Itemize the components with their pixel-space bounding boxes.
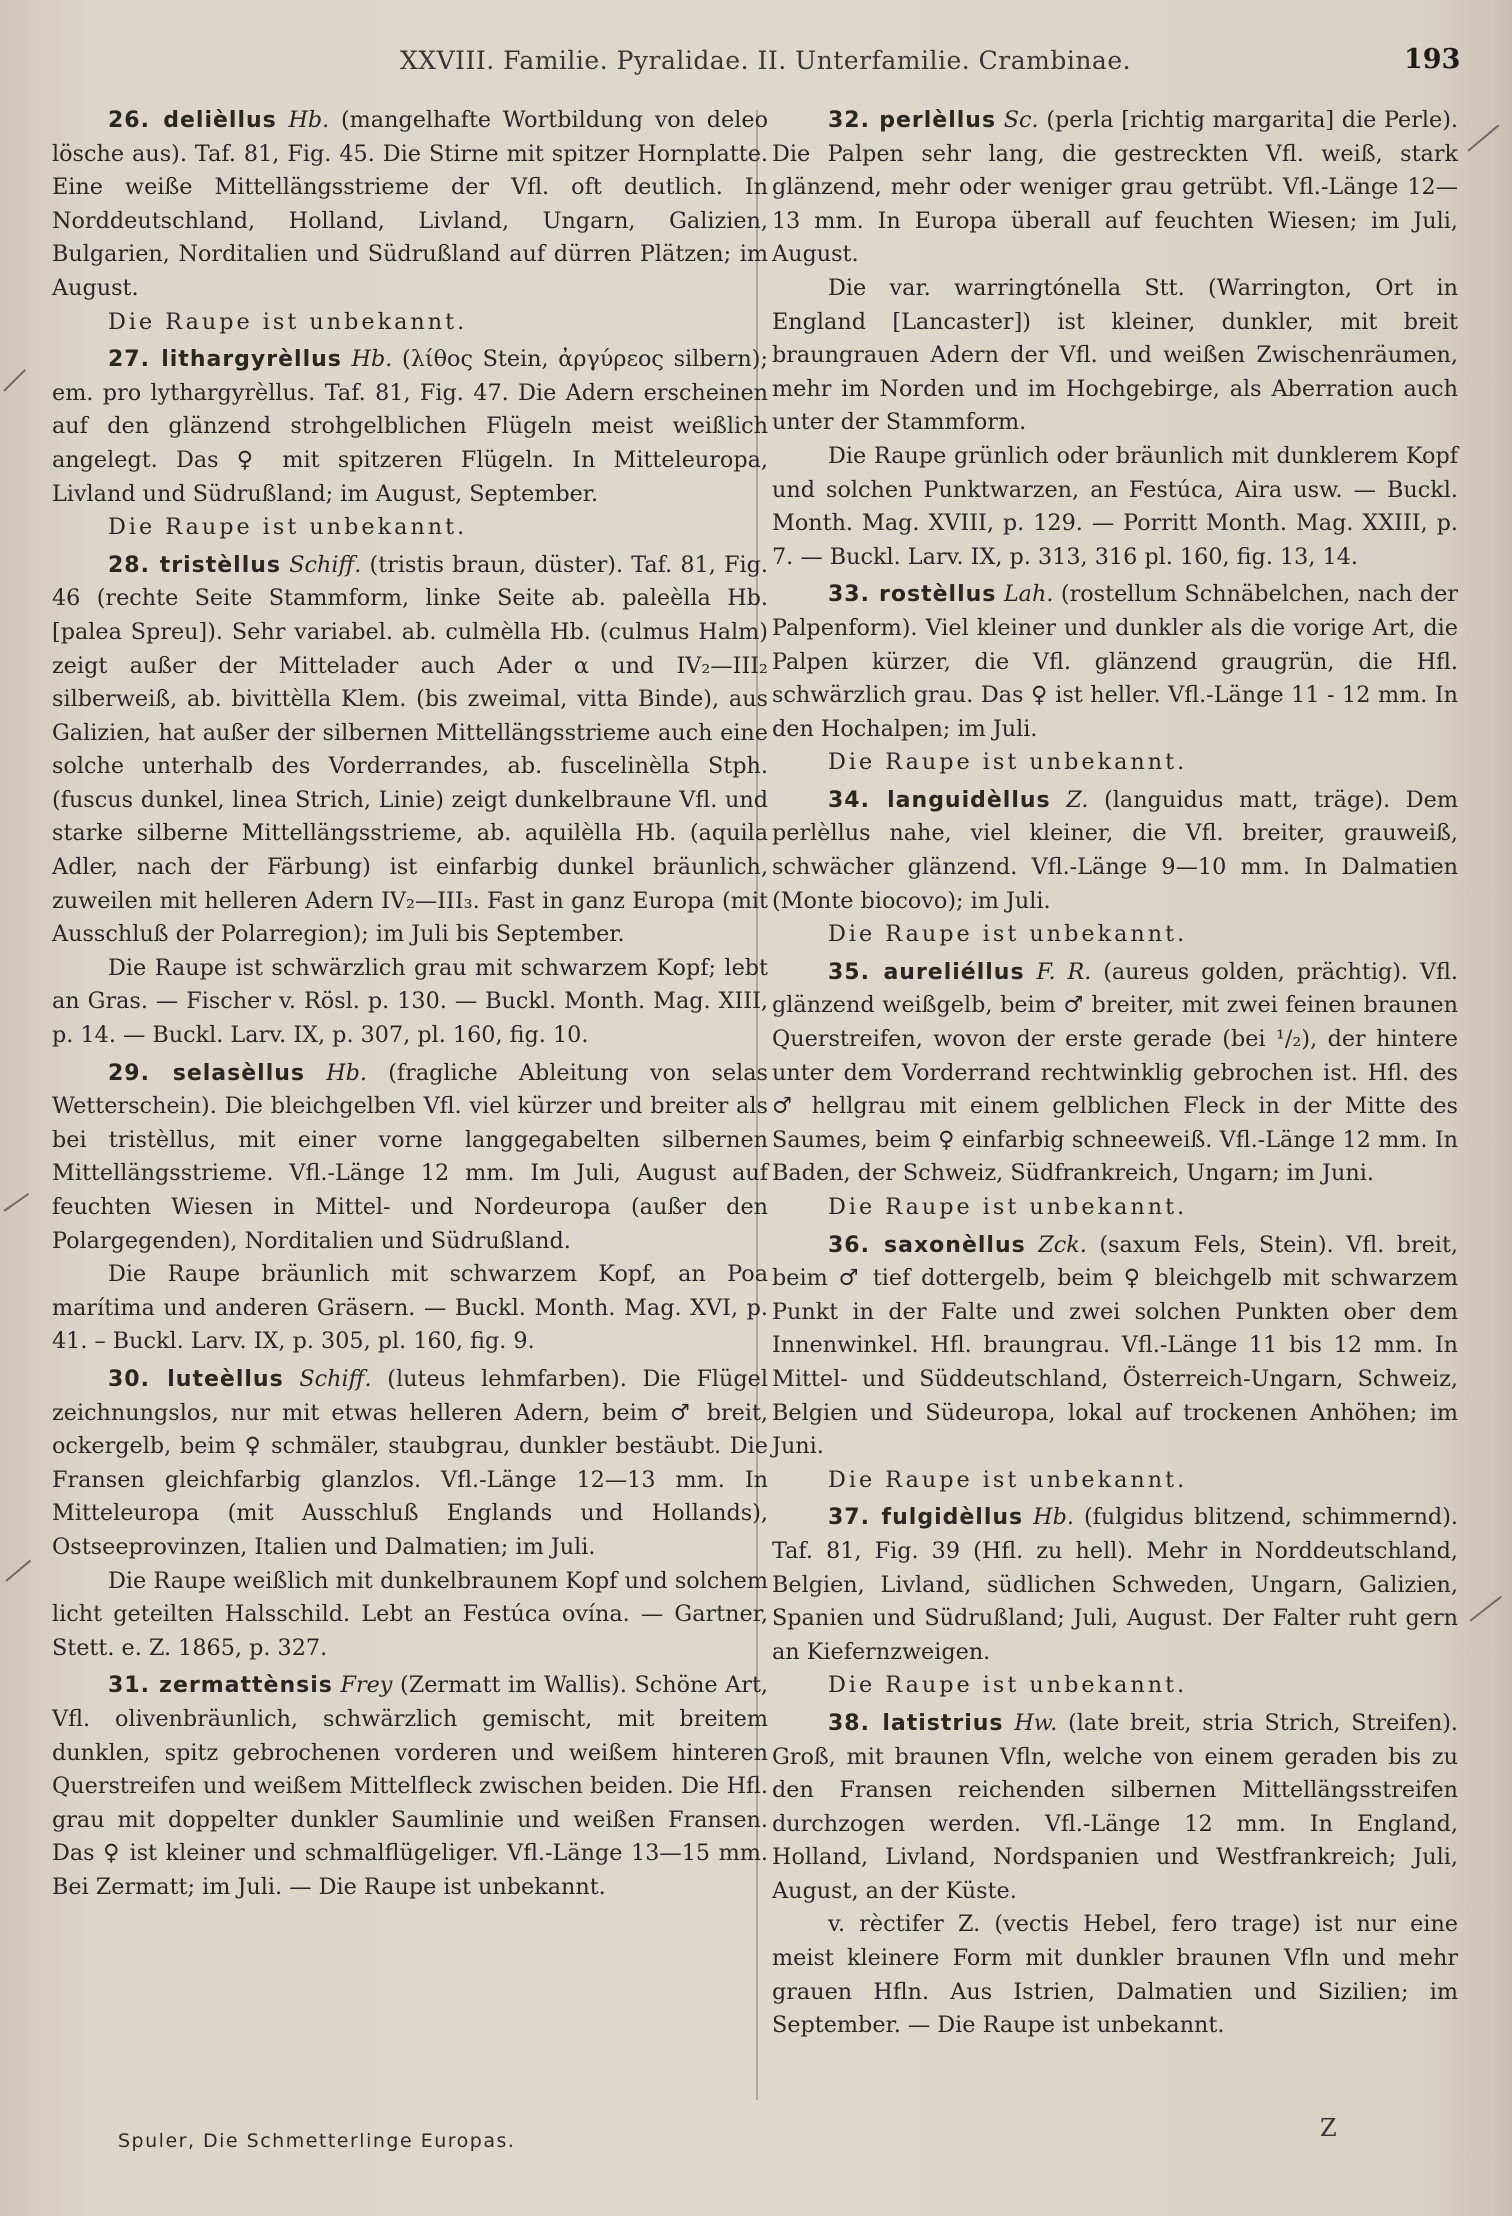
species-entry [772,1501,1458,1703]
running-header [0,44,1512,84]
species-description: (perla [richtig margarita] die Perle). Die Palpen sehr lang, die gestreckten Vfl. weiß, stark glänzend, mehr oder weniger grau getrübt. Vfl.-Länge 12—13 mm. In Europa überall auf feuchten Wiesen; im Juli, August. [772,107,1459,268]
variety-note: Die var. warringtónella Stt. (Warrington, Ort in England [Lancaster]) ist kleiner, dunkler, mit breit braungrauen Adern der Vfl. und weißen Zwischenräumen, mehr im Norden und im Hochgebirge, als Aberration auch unter der Stammform. [772,274,1458,436]
species-author: Hw. [1014,1709,1058,1736]
species-author: Hb. [351,346,393,373]
signature-mark: Z [1320,2114,1337,2142]
species-description: (languidus matt, träge). Dem perlèllus nahe, viel kleiner, die Vfl. breiter, grauweiß, schwächer glänzend. Vfl.-Länge 9—10 mm. In Dalmatien (Monte biocovo); im Juli. [772,786,1459,914]
species-description: (tristis braun, düster). Taf. 81, Fig. 46 (rechte Seite Stammform, linke Seite ab. paleèlla Hb. [palea Spreu]). Sehr variabel. ab. culmèlla Hb. (culmus Halm) zeigt außer der Mittelader auch Ader α und IV₂—III₂ silberweiß, ab. bivittèlla Klem. (bis zweimal, vitta Binde), aus Galizien, hat außer der silbernen Mittellängsstrieme auch eine solche unterhalb des Vorderrandes, ab. fuscelinèlla Stph. (fuscus dunkel, linea Strich, Linie) zeigt dunkelbraune Vfl. und starke silberne Mittellängsstrieme, ab. aquilèlla Hb. (aquila Adler, nach der Färbung) ist einfarbig dunkel bräunlich, zuweilen mit helleren Adern IV₂—III₃. Fast in ganz Europa (mit Ausschluß der Polarregion); im Juli bis September. [52,551,768,948]
footer-source: Spuler, Die Schmetterlinge Europas. [118,2130,516,2152]
species-description: (fragliche Ableitung von selas Wetterschein). Die bleichgelben Vfl. viel kürzer und breiter als bei tristèllus, mit einer vorne langgegabelten silbernen Mittellängsstrieme. Vfl.-Länge 12 mm. Im Juli, August auf feuchten Wiesen in Mittel- und Nordeuropa (außer den Polargegenden), Norditalien und Südrußland. [52,1059,768,1254]
species-name: 27. lithargyrèllus [108,347,342,373]
species-description: (late breit, stria Strich, Streifen). Groß, mit braunen Vfln, welche von einem geraden bis zu den Fransen reichenden silbernen Mittellängsstreifen durchzogen werden. Vfl.-Länge 12 mm. In England, Holland, Livland, Nordspanien und Westfrankreich; Juli, August, an der Küste. [772,1709,1459,1904]
page-number: 193 [1404,44,1461,75]
species-author: Sc. [1003,107,1039,133]
species-name: 28. tristèllus [108,552,282,578]
pencil-mark [1467,125,1499,152]
species-entry [772,1229,1458,1498]
species-entry [52,549,768,1053]
raupe-note: Die Raupe grünlich oder bräunlich mit dunklerem Kopf und solchen Punktwarzen, an Festúca, Aira usw. — Buckl. Month. Mag. XVIII, p. 129. — Porritt Month. Mag. XXIII, p. 7. — Buckl. Larv. IX, p. 313, 316 pl. 160, fig. 13, 14. [772,442,1458,570]
species-author: Hb. [288,107,330,133]
species-entry [772,956,1458,1225]
species-description: (aureus golden, prächtig). Vfl. glänzend weißgelb, beim ♂ breiter, mit zwei feinen braunen Querstreifen, wovon der erste gerade (bei ¹/₂), der hintere unter dem Vorderrand rechtwinklig gebrochen ist. Hfl. des ♂ hellgrau mit einem gelblichen Fleck in der Mitte des Saumes, beim ♀ einfarbig schneeweiß. Vfl.-Länge 12 mm. In Baden, der Schweiz, Südfrankreich, Ungarn; im Juni. [772,958,1458,1187]
raupe-note: Die Raupe bräunlich mit schwarzem Kopf, an Poa marítima und anderen Gräsern. — Buckl. Month. Mag. XVI, p. 41. – Buckl. Larv. IX, p. 305, pl. 160, fig. 9. [52,1261,768,1355]
header-title: XXVIII. Familie. Pyralidae. II. Unterfamilie. Crambinae. [400,46,1132,75]
species-description: (saxum Fels, Stein). Vfl. breit, beim ♂ tief dottergelb, beim ♀ bleichgelb mit schwarzem Punkt in der Falte und zwei solchen Punkten ober dem Innenwinkel. Hfl. braungrau. Vfl.-Länge 11 bis 12 mm. In Mittel- und Süddeutschland, Österreich-Ungarn, Schweiz, Belgien und Südeuropa, lokal auf trockenen Anhöhen; im Juni. [772,1231,1458,1460]
species-name: 36. saxonèllus [828,1232,1026,1258]
species-name: 34. languidèllus [828,787,1051,813]
species-author: Schiff. [299,1365,372,1392]
species-name: 32. perlèllus [828,108,997,133]
species-description: (fulgidus blitzend, schimmernd). Taf. 81, Fig. 39 (Hfl. zu hell). Mehr in Norddeutschland, Belgien, Livland, südlichen Schweden, Ungarn, Galizien, Spanien und Südrußland; Juli, August. Der Falter ruht gern an Kiefernzweigen. [772,1504,1458,1665]
raupe-note: Die Raupe weißlich mit dunkelbraunem Kopf und solchem licht geteilten Halsschild. Lebt an Festúca ovína. — Gartner, Stett. e. Z. 1865, p. 327. [52,1567,768,1661]
right-column [772,104,1458,2047]
raupe-note: Die Raupe ist unbekannt. [828,921,1188,948]
species-name: 30. luteèllus [108,1366,284,1392]
species-description: (mangelhafte Wortbildung von deleo lösche aus). Taf. 81, Fig. 45. Die Stirne mit spitzer Hornplatte. Eine weiße Mittellängsstrieme der Vfl. oft deutlich. In Norddeutschland, Holland, Livland, Ungarn, Galizien, Bulgarien, Norditalien und Südrußland auf dürren Plätzen; im August. [52,107,768,301]
species-author: Hb. [1033,1504,1074,1531]
species-name: 29. selasèllus [108,1060,306,1086]
species-author: Zck. [1038,1231,1087,1258]
species-entry [52,104,768,339]
species-author: F. R. [1036,958,1092,985]
raupe-note: Die Raupe ist unbekannt. [828,1466,1188,1493]
species-name: 31. zermattènsis [108,1673,333,1699]
species-description: (Zermatt im Wallis). Schöne Art, Vfl. olivenbräunlich, schwärzlich gemischt, mit breitem dunklen, spitz gebrochenen vorderen und weißem hinteren Querstreifen und weißem Mittelfleck zwischen beiden. Die Hfl. grau mit doppelter dunkler Saumlinie und weißen Fransen. Das ♀ ist kleiner und schmalflügeliger. Vfl.-Länge 13—15 mm. Bei Zermatt; im Juli. — Die Raupe ist unbekannt. [52,1672,768,1900]
species-entry [772,578,1458,780]
raupe-note: Die Raupe ist schwärzlich grau mit schwarzem Kopf; lebt an Gras. — Fischer v. Rösl. p. 130. — Buckl. Month. Mag. XIII, p. 14. — Buckl. Larv. IX, p. 307, pl. 160, fig. 10. [52,954,768,1049]
species-description: (rostellum Schnäbelchen, nach der Palpenform). Viel kleiner und dunkler als die vorige Art, die Palpen kürzer, die Vfl. glänzend graugrün, die Hfl. schwärzlich grau. Das ♀ ist heller. Vfl.-Länge 11 - 12 mm. In den Hochalpen; im Juli. [772,581,1458,742]
variety-note: v. rèctifer Z. (vectis Hebel, fero trage) ist nur eine meist kleinere Form mit dunkler braunen Vfln und mehr grauen Hfln. Aus Istrien, Dalmatien und Sizilien; im September. — Die Raupe ist unbekannt. [772,1911,1458,2039]
species-entry [772,784,1458,952]
species-entry [52,343,768,545]
pencil-mark [5,1560,31,1582]
species-entry [772,104,1458,574]
pencil-mark [3,369,26,392]
left-column [52,104,768,1908]
raupe-note: Die Raupe ist unbekannt. [828,749,1188,776]
raupe-note: Die Raupe ist unbekannt. [108,514,468,541]
pencil-mark [3,1193,29,1212]
species-description: (λίθος Stein, ἀργύρεος silbern); em. pro lythargyrèllus. Taf. 81, Fig. 47. Die Adern erscheinen auf den glänzend strohgelblichen Flügeln meist weißlich angelegt. Das ♀ mit spitzeren Flügeln. In Mitteleuropa, Livland und Südrußland; im August, September. [52,346,768,507]
species-entry [52,1363,768,1665]
species-author: Frey [340,1672,393,1699]
species-author: Z. [1066,786,1089,813]
species-entry [772,1707,1458,2043]
species-entry [52,1057,768,1359]
species-author: Hb. [326,1059,368,1086]
pencil-mark [1469,1596,1502,1622]
raupe-note: Die Raupe ist unbekannt. [828,1672,1188,1699]
raupe-note: Die Raupe ist unbekannt. [108,308,468,335]
species-description: (luteus lehmfarben). Die Flügel zeichnungslos, nur mit etwas helleren Adern, beim ♂ breit, ockergelb, beim ♀ schmäler, staubgrau, dunkler bestäubt. Die Fransen gleichfarbig glanzlos. Vfl.-Länge 12—13 mm. In Mitteleuropa (mit Ausschluß Englands und Hollands), Ostseeprovinzen, Italien und Dalmatien; im Juli. [52,1365,769,1560]
species-name: 35. aureliéllus [828,959,1025,985]
species-name: 26. delièllus [108,108,277,133]
species-name: 38. latistrius [828,1710,1004,1736]
raupe-note: Die Raupe ist unbekannt. [828,1194,1188,1220]
species-entry [52,1669,768,1904]
species-name: 33. rostèllus [828,582,997,608]
species-author: Schiff. [289,551,362,578]
species-name: 37. fulgidèllus [828,1505,1024,1531]
species-author: Lah. [1003,581,1054,608]
